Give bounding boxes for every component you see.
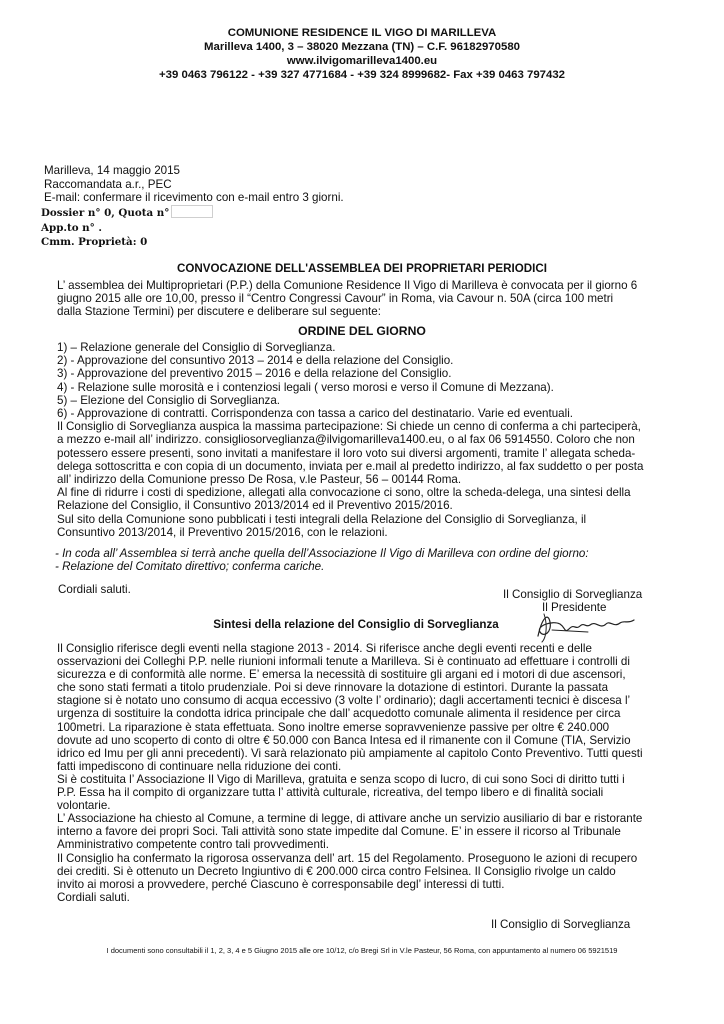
letterhead-name: COMUNIONE RESIDENCE IL VIGO DI MARILLEVA [227,27,497,39]
agenda-item: 2) - Approvazione del consuntivo 2013 – 2014 e della relazione del Consiglio. [57,354,454,368]
letterhead-address: Marilleva 1400, 3 – 38020 Mezzana (TN) – C.F. 96182970580 [204,41,520,53]
dossier-line: Dossier n° 0, Quota n° [41,207,170,219]
agenda-title: ORDINE DEL GIORNO [298,324,426,338]
text-line: urgenza di sostituire la condotta idrica principale che dall’ acquedotto comunale alimenta il residence per circa [57,707,621,721]
text-line: dei crediti. Si è ottenuto un Decreto Ingiuntivo di € 200.000 circa contro Felsinea. Il Consiglio rivolge un caldo [57,864,616,878]
agenda-text [57,341,643,539]
agenda-item: 3) - Approvazione del preventivo 2015 – 2016 e della relazione del Consiglio. [57,367,452,381]
text-line: L’ assemblea dei Multiproprietari (P.P.) della Comunione Residence Il Vigo di Marilleva è convocata per il giorno 6 [57,279,638,292]
text-line: osservazioni dei Colleghi P.P. nelle riunioni informali tenute a Marilleva. Si è continuato ad effettuare i controlli di [57,655,630,669]
text-line: Sul sito della Comunione sono pubblicati i testi integrali della Relazione del Consiglio di Sorveglianza, il [57,512,587,526]
text-line: che sono stati fermati a titolo prudenziale. Poi si deve rinnovare la dotazione di estintori. Durante la passata [57,681,609,695]
convocation-text [57,279,637,319]
text-line: dalla Stazione Termini) per discutere e deliberare sul seguente: [57,305,381,319]
text-line: Al fine di ridurre i costi di spedizione, allegati alla convocazione ci sono, oltre la scheda-delega, una sintesi della [57,486,631,500]
text-line: sicurezza e di conformità alle norme. E’ emersa la necessità di sostituire gli argani ed i motori di due ascensori, [57,668,626,682]
president-label: Il Presidente [542,601,607,614]
summary-title: Sintesi della relazione del Consiglio di Sorveglianza [213,618,499,631]
text-line: all’ indirizzo della Comunione presso De Rosa, v.le Pasteur, 56 – 00144 Roma. [57,473,462,487]
text-line: idrico ed Imu per gli anni precedenti). Vi sarà relazionato più ampiamente al capitolo Conto Preventivo. Tutti questi [57,746,643,760]
quota-box [171,205,213,218]
text-line: potessero essere presenti, sono invitati a manifestare il loro voto sui diversi argomenti, tramite l’ allegata scheda- [57,446,636,460]
council-signature-label: Il Consiglio di Sorveglianza [503,588,643,601]
text-line: fatti impediscono di continuare nella riduzione dei conti. [57,759,342,773]
text-line: P.P. Essa ha il compito di organizzare tutta l’ attività culturale, ricreativa, del tempo libero e di finalità sociali [57,786,604,800]
italic-line: - In coda all’ Assemblea si terrà anche quella dell’Associazione Il Vigo di Marilleva con ordine del giorno: [55,547,589,560]
apartment-line: App.to n° . [41,221,102,234]
text-line: a mezzo e-mail all’ indirizzo. consigliosorveglianza@ilvigomarilleva1400.eu, o al fax 06 5914550. Coloro che non [57,433,635,447]
text-line: Il Consiglio ha confermato la rigorosa osservanza dell’ art. 15 del Regolamento. Proseguono le azioni di recupero [57,851,638,865]
summary-text [57,642,643,904]
agenda-item: 5) – Elezione del Consiglio di Sorveglianza. [57,393,280,407]
text-line: invito ai morosi a provvedere, perché Ciascuno è corresponsabile degl’ interessi di tutti. [57,877,505,891]
text-line: volontarie. [57,799,111,813]
association-note [55,547,589,573]
letter-delivery: Raccomandata a.r., PEC [44,177,172,191]
text-line: stagione si è notato uno consumo di acqua eccessivo (3 volte l’ ordinario); dagli accertamenti tecnici è discesa l’ [57,694,631,708]
letter-date: Marilleva, 14 maggio 2015 [44,164,180,177]
summary-signature: Il Consiglio di Sorveglianza [491,918,631,931]
text-line: Amministrativo competente contro tali provvedimenti. [57,838,329,852]
letter-email-note: E-mail: confermare il ricevimento con e-mail entro 3 giorni. [44,191,344,204]
text-line: Consuntivo 2013/2014, il Preventivo 2015/2016, con le relazioni. [57,525,388,539]
letterhead-phones: +39 0463 796122 - +39 327 4771684 - +39 324 8999682- Fax +39 0463 797432 [159,69,565,81]
footer-note: I documenti sono consultabili il 1, 2, 3, 4 e 5 Giugno 2015 alle ore 10/12, c/o Bregi Srl in V.le Pasteur, 56 Roma, con appuntamento al numero 06 5921519 [106,946,618,955]
dossier-block [41,205,213,250]
ownership-line: Cmm. Proprietà: 0 [41,236,148,248]
text-line: L’ Associazione ha chiesto al Comune, a termine di legge, di attivare anche un servizio ausiliario di bar e ristorante [57,812,643,826]
greeting: Cordiali saluti. [58,583,131,596]
letter-meta [44,164,344,205]
text-line: Il Consiglio riferisce degli eventi nella stagione 2013 - 2014. Si riferisce anche degli eventi recenti e delle [57,642,592,655]
agenda-item: 4) - Relazione sulle morosità e i contenziosi legali ( verso morosi e verso il Comune di Mezzana). [57,380,554,394]
text-line: dovute ad uno scoperto di conto di oltre € 50.000 con Banca Intesa ed il rimanente con il Comune (TIA, Servizio [57,733,631,747]
text-line: giugno 2015 alle ore 10,00, presso il “Centro Congressi Cavour” in Roma, via Cavour n. 50A (circa 100 metri [57,292,614,306]
text-line: delega sottoscritta e con copia di un documento, inviata per e.mail al predetto indirizzo, al fax suddetto o per posta [57,459,644,473]
text-line: Relazione del Consiglio, il Consuntivo 2013/2014 ed il Preventivo 2015/2016. [57,499,453,513]
text-line: Il Consiglio di Sorveglianza auspica la massima partecipazione: Si chiede un cenno di conferma a chi parteciperà, [57,420,641,434]
text-line: 100metri. La riparazione è stata effettuata. Sono inoltre emerse sopravvenienze passive per oltre € 240.000 [57,720,610,734]
letterhead-website: www.ilvigomarilleva1400.eu [286,55,438,67]
agenda-item: 6) - Approvazione di contratti. Corrispondenza con tassa a carico del destinatario. Varie ed eventuali. [57,407,573,421]
text-line: Cordiali saluti. [57,890,130,904]
text-line: Si è costituita l’ Associazione Il Vigo di Marilleva, gratuita e senza scopo di lucro, di cui sono Soci di diritto tutti i [57,772,625,786]
letterhead [0,26,724,82]
italic-line: - Relazione del Comitato direttivo; conferma cariche. [55,560,325,574]
agenda-item: 1) – Relazione generale del Consiglio di Sorveglianza. [57,341,336,354]
text-line: interno a favore dei propri Soci. Tali attività sono state impedite dal Comune. E’ in essere il ricorso al Tribunale [57,825,621,839]
convocation-title: CONVOCAZIONE DELL'ASSEMBLEA DEI PROPRIETARI PERIODICI [177,262,547,275]
